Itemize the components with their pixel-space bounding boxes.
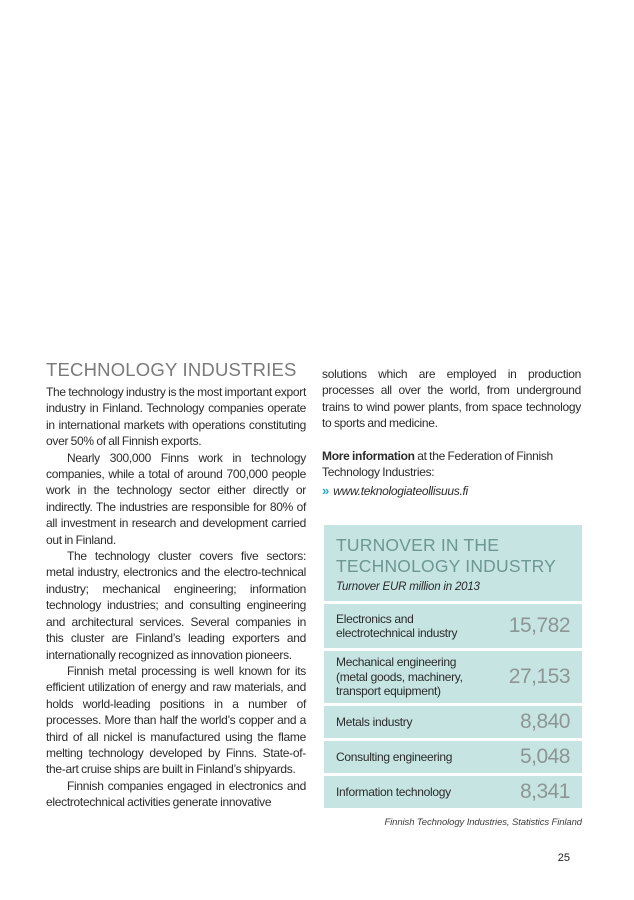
row-label: Consulting engineering — [336, 749, 453, 764]
left-column — [46, 358, 306, 811]
paragraph-1: The technology industry is the most important export industry in Finland. Technology companies operate in international markets with operations constituting over 50% of all Finnish exports. — [46, 385, 306, 449]
page-title: TECHNOLOGY INDUSTRIES — [46, 359, 297, 380]
double-chevron-icon: » — [322, 483, 329, 499]
row-label: Electronics and electrotechnical industry — [336, 611, 458, 640]
paragraph-6: solutions which are employed in production processes all over the world, from underground trains to wind power plants, from space technology to sports and medicine. — [322, 367, 581, 431]
website-link-line — [322, 483, 581, 499]
more-information-paragraph — [322, 448, 581, 481]
more-information-label: More information — [322, 448, 415, 463]
table-header — [324, 525, 582, 601]
turnover-table — [324, 525, 582, 828]
paragraph-4: Finnish metal processing is well known for its efficient utilization of energy and raw materials, and holds world-leading positions in a number of processes. More than half the world’s copper and a third of all nickel is manufactured using the flame melting technology developed by Finns. State-of-the-art cruise ships are built in Finland’s shipyards. — [46, 663, 306, 777]
row-label: Metals industry — [336, 714, 413, 729]
row-value: 15,782 — [508, 614, 570, 637]
row-value: 27,153 — [508, 665, 570, 688]
table-row — [324, 604, 582, 648]
more-information-text: at the Federation of Finnish Technology Industries: — [322, 448, 553, 480]
table-row — [324, 651, 582, 703]
paragraph-3: The technology cluster covers five sectors: metal industry, electronics and the electro-technical industry; mechanical engineering; information technology industries; and consulting engineering and architectural services. Several companies in this cluster are Finland’s leading exporters and internationally recognized as innovation pioneers. — [46, 549, 306, 662]
table-title: TURNOVER IN THE TECHNOLOGY INDUSTRY — [336, 535, 556, 576]
right-column — [322, 366, 581, 500]
page-number: 25 — [557, 852, 570, 864]
table-subtitle: Turnover EUR million in 2013 — [336, 581, 480, 593]
table-row — [324, 741, 582, 773]
row-value: 8,341 — [519, 780, 570, 803]
website-link[interactable]: www.teknologiateollisuus.fi — [333, 484, 468, 499]
row-label: Information technology — [336, 784, 451, 799]
row-value: 8,840 — [519, 710, 570, 733]
paragraph-2: Nearly 300,000 Finns work in technology companies, while a total of around 700,000 people work in the technology sector either directly or indirectly. The industries are responsible for 80% of all investment in research and development carried out in Finland. — [46, 450, 306, 547]
paragraph-5: Finnish companies engaged in electronics and electrotechnical activities generate innovative — [46, 778, 306, 810]
table-row — [324, 706, 582, 738]
table-source: Finnish Technology Industries, Statistics Finland — [384, 817, 582, 828]
row-value: 5,048 — [519, 745, 570, 768]
table-row — [324, 776, 582, 808]
row-label: Mechanical engineering (metal goods, machinery, transport equipment) — [336, 655, 463, 699]
